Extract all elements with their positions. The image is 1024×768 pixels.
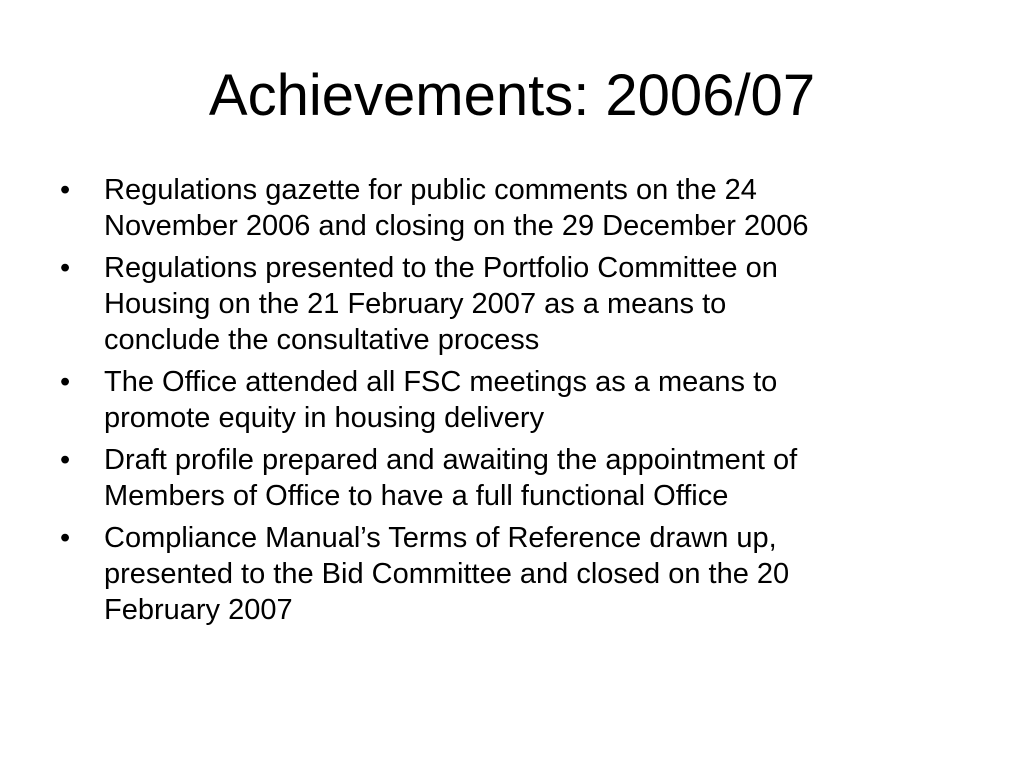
bullet-text: Regulations gazette for public comments on the 24 November 2006 and closing on the 29 December 2006 xyxy=(104,174,809,242)
bullet-item xyxy=(58,250,958,358)
bullet-list xyxy=(58,172,958,634)
bullet-text: Compliance Manual’s Terms of Reference drawn up, presented to the Bid Committee and closed on the 20 February 2007 xyxy=(104,522,790,626)
slide-title: Achievements: 2006/07 xyxy=(208,63,816,128)
bullet-text: Regulations presented to the Portfolio Committee on Housing on the 21 February 2007 as a means to conclude the consultative process xyxy=(104,252,778,356)
bullet-item xyxy=(58,442,958,514)
bullet-icon: • xyxy=(60,366,71,398)
bullet-icon: • xyxy=(60,444,71,476)
bullet-item xyxy=(58,172,958,244)
bullet-icon: • xyxy=(60,174,71,206)
bullet-item xyxy=(58,364,958,436)
bullet-icon: • xyxy=(60,252,71,284)
bullet-text: Draft profile prepared and awaiting the appointment of Members of Office to have a full functional Office xyxy=(104,444,798,512)
bullet-item xyxy=(58,520,958,628)
bullet-icon: • xyxy=(60,522,71,554)
bullet-text: The Office attended all FSC meetings as a means to promote equity in housing delivery xyxy=(104,366,778,434)
